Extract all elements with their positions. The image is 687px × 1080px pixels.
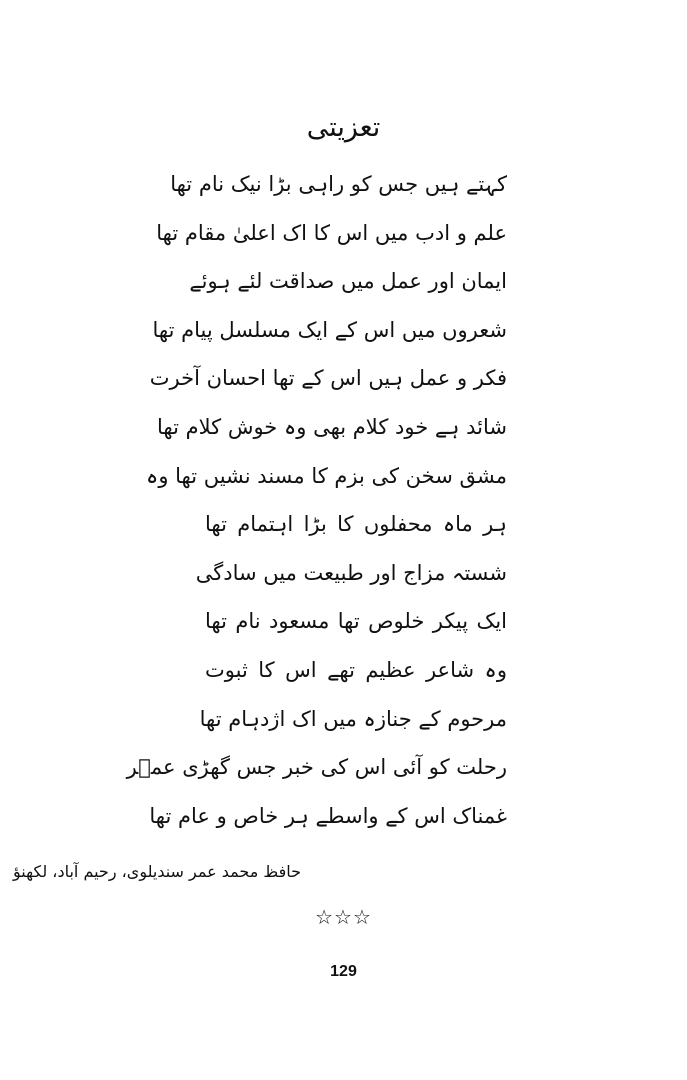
verse-line: شائد ہے خود کلام بھی وہ خوش کلام تھا bbox=[157, 414, 507, 439]
verse-line: علم و ادب میں اس کا اک اعلیٰ مقام تھا bbox=[156, 220, 507, 245]
verse-line: مرحوم کے جنازہ میں اک اژدہام تھا bbox=[199, 706, 507, 731]
poem-title: تعزیتی bbox=[306, 112, 381, 143]
poem-body bbox=[126, 160, 507, 840]
poet-attribution: حافظ محمد عمر سندیلوی، رحیم آباد، لکھنؤ bbox=[13, 862, 301, 881]
verse-line: شعروں میں اس کے ایک مسلسل پیام تھا bbox=[152, 317, 507, 342]
verse-line: ایک پیکر خلوص تھا مسعود نام تھا bbox=[205, 609, 507, 634]
verse-line: ایمان اور عمل میں صداقت لئے ہوئے bbox=[189, 269, 507, 294]
verse-line: رحلت کو آئی اس کی خبر جس گھڑی عمؔر bbox=[126, 755, 507, 780]
verse-line: فکر و عمل ہیں اس کے تھا احسان آخرت bbox=[149, 366, 507, 391]
verse-line: ہر ماہ محفلوں کا بڑا اہتمام تھا bbox=[205, 512, 507, 537]
star-separator-icon: ☆☆☆ bbox=[315, 905, 372, 929]
verse-line: مشق سخن کی بزم کا مسند نشیں تھا وہ bbox=[146, 463, 507, 488]
verse-line: کہتے ہیں جس کو راہی بڑا نیک نام تھا bbox=[170, 172, 507, 196]
verse-line: وہ شاعر عظیم تھے اس کا ثبوت bbox=[205, 657, 507, 682]
verse-line: غمناک اس کے واسطے ہر خاص و عام تھا bbox=[149, 803, 507, 828]
verse-line: شستہ مزاج اور طبیعت میں سادگی bbox=[195, 560, 507, 585]
page-number: 129 bbox=[330, 963, 357, 980]
